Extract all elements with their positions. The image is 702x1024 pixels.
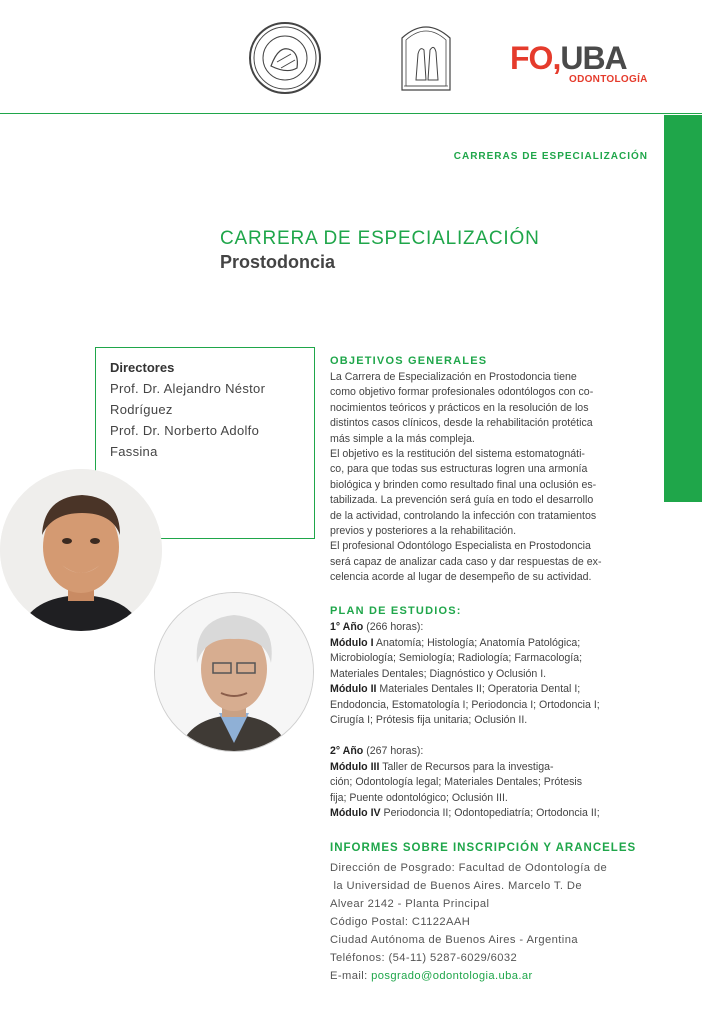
fo-uba-logo xyxy=(510,42,650,88)
info-line: Dirección de Posgrado: Facultad de Odontología de xyxy=(330,862,608,874)
brand-uba: UBA xyxy=(560,40,627,76)
year-hours: (266 horas): xyxy=(363,621,424,633)
module-line xyxy=(330,760,554,775)
year-1-line xyxy=(330,620,423,635)
email-line xyxy=(330,967,533,985)
text-line: biológica y brinden como resultado final una oclusión es- xyxy=(330,478,597,491)
email-link[interactable]: posgrado@odontologia.uba.ar xyxy=(371,970,533,982)
info-line: Alvear 2142 - Planta Principal xyxy=(330,898,490,910)
year-hours: (267 horas): xyxy=(363,745,424,757)
module-line xyxy=(330,806,600,821)
objetivos-text xyxy=(330,370,648,586)
info-line: la Universidad de Buenos Aires. Marcelo T. De xyxy=(330,880,583,892)
text-line: más simple a la más compleja. xyxy=(330,432,475,445)
info-line: Código Postal: C1122AAH xyxy=(330,916,471,928)
director-photo-1 xyxy=(0,469,162,631)
director-line: Rodríguez xyxy=(110,402,173,417)
text-line: El profesional Odontólogo Especialista en Prostodoncia xyxy=(330,540,591,553)
university-seal-logo xyxy=(249,22,321,94)
text-line: celencia acorde al lugar de desempeño de su actividad. xyxy=(330,571,592,584)
page-subtitle: Prostodoncia xyxy=(220,252,336,272)
text-line: co, para que todas sus estructuras logren una armonía xyxy=(330,463,588,476)
module-label: Módulo III xyxy=(330,761,380,773)
directors-heading: Directores xyxy=(110,360,175,375)
faculty-seal-logo xyxy=(398,20,454,94)
section-tag: CARRERAS DE ESPECIALIZACIÓN xyxy=(453,151,648,162)
text-line: previos y posteriores a la rehabilitación. xyxy=(330,525,517,538)
module-text: Periodoncia II; Odontopediatría; Ortodoncia II; xyxy=(380,807,600,819)
plan-heading: PLAN DE ESTUDIOS: xyxy=(330,605,462,617)
text-line: como objetivo formar profesionales odontólogos con co- xyxy=(330,386,594,399)
module-text: Taller de Recursos para la investiga- xyxy=(379,761,554,773)
info-line: Teléfonos: (54-11) 5287-6029/6032 xyxy=(330,952,518,964)
text-line: La Carrera de Especialización en Prostodoncia tiene xyxy=(330,371,577,383)
text-line: será capaz de analizar cada caso y dar respuestas de ex- xyxy=(330,555,602,568)
module-text: Anatomía; Histología; Anatomía Patológica; xyxy=(373,637,581,649)
brand-subtitle: ODONTOLOGÍA xyxy=(569,74,648,85)
informes-heading: INFORMES SOBRE INSCRIPCIÓN Y ARANCELES xyxy=(330,842,637,854)
module-line: Materiales Dentales; Diagnóstico y Oclusión I. xyxy=(330,668,547,680)
header-divider xyxy=(0,113,702,114)
module-label: Módulo I xyxy=(330,637,374,649)
director-photo-2 xyxy=(154,592,314,752)
text-line: distintos casos clínicos, desde la rehabilitación protética xyxy=(330,417,593,430)
objetivos-heading: OBJETIVOS GENERALES xyxy=(330,355,488,367)
year-2-line xyxy=(330,744,423,759)
module-line xyxy=(330,682,580,697)
module-label: Módulo IV xyxy=(330,807,381,819)
info-line: Ciudad Autónoma de Buenos Aires - Argentina xyxy=(330,934,578,946)
module-line: Microbiología; Semiología; Radiología; Farmacología; xyxy=(330,652,583,664)
module-line xyxy=(330,636,580,651)
module-label: Módulo II xyxy=(330,683,377,695)
side-accent-bar xyxy=(664,115,702,502)
director-line: Prof. Dr. Alejandro Néstor xyxy=(110,381,266,396)
module-text: Materiales Dentales II; Operatoria Dental I; xyxy=(376,683,581,695)
year-label: 1° Año xyxy=(330,621,364,633)
module-line: ción; Odontología legal; Materiales Dentales; Prótesis xyxy=(330,776,583,788)
text-line: nocimientos teóricos y prácticos en la resolución de los xyxy=(330,401,589,414)
director-line: Fassina xyxy=(110,444,158,459)
director-line: Prof. Dr. Norberto Adolfo xyxy=(110,423,260,438)
text-line: El objetivo es la restitución del sistema estomatognáti- xyxy=(330,448,585,461)
module-line: Cirugía I; Prótesis fija unitaria; Oclusión II. xyxy=(330,714,528,726)
brand-comma-icon: , xyxy=(552,40,561,76)
module-line: fija; Puente odontológico; Oclusión III. xyxy=(330,792,508,804)
text-line: de la actividad, controlando la infección con tratamientos xyxy=(330,509,597,522)
module-line: Endodoncia, Estomatología I; Periodoncia I; Ortodoncia I; xyxy=(330,699,600,711)
email-label: E-mail: xyxy=(330,970,372,982)
page-title: CARRERA DE ESPECIALIZACIÓN xyxy=(220,228,540,249)
brand-fo: FO xyxy=(510,40,553,76)
text-line: tabilizada. La prevención será guía en todo el desarrollo xyxy=(330,494,594,507)
year-label: 2° Año xyxy=(330,745,364,757)
